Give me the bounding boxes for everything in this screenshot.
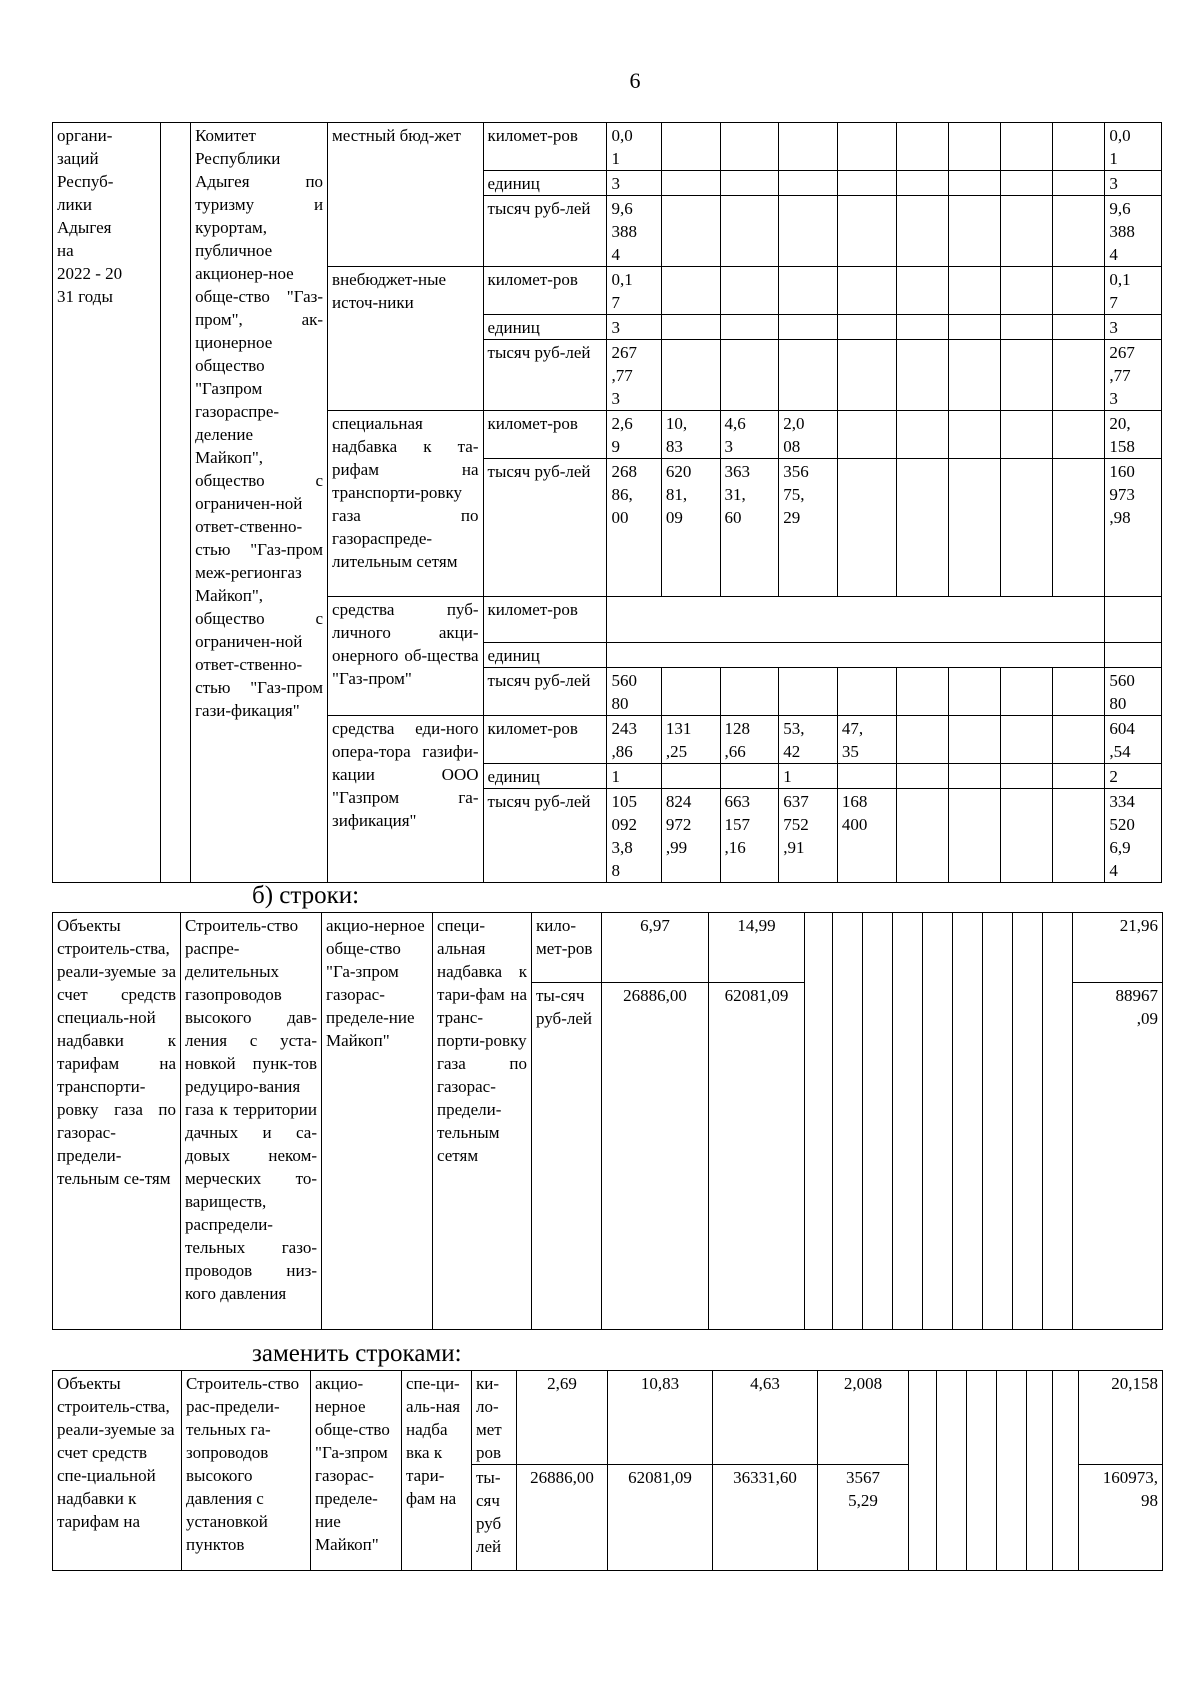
value-cell: 105 092 3,8 8	[607, 789, 661, 883]
value-cell: 0,1 7	[607, 267, 661, 315]
value-cell: 4,6 3	[720, 411, 779, 459]
value-cell: 268 86, 00	[607, 459, 661, 597]
value-cell: 128 ,66	[720, 716, 779, 764]
empty-values-cell	[607, 597, 1105, 643]
total-cell: 21,96	[1073, 913, 1163, 983]
unit-cell: километ-ров	[483, 411, 607, 459]
unit-cell: единиц	[483, 315, 607, 340]
value-cell: 356 75, 29	[779, 459, 838, 597]
value-cell: 168 400	[837, 789, 896, 883]
total-cell: 3	[1105, 171, 1162, 196]
total-cell: 88967 ,09	[1073, 983, 1163, 1330]
object-cell: Объекты строитель-ства, реали-зуемые за счет средств спе-циальной надбавки к тарифам на	[53, 1371, 182, 1571]
unit-cell: тысяч руб-лей	[483, 668, 607, 716]
unit-rub-cell: ты-сяч руб-лей	[532, 983, 602, 1330]
value-cell: 243 ,86	[607, 716, 661, 764]
value-cell: 620 81, 09	[661, 459, 720, 597]
work-description-cell: Строитель-ство распре-делительных газопроводов высокого дав-ления с уста-новкой пунк-тов редуциро-вания газа к территории дачных и са-довых неком-мерческих то-вариществ, распредели-тельных газо-проводов низ-кого давления	[181, 913, 322, 1330]
source-gazprom: средства пуб-личного акци-онерного об-щества "Газ-пром"	[328, 597, 483, 716]
unit-cell: тысяч руб-лей	[483, 340, 607, 411]
empty-values-cell	[607, 643, 1105, 668]
unit-cell: тысяч руб-лей	[483, 459, 607, 597]
value-cell: 3	[607, 171, 661, 196]
value-cell: 6,97	[602, 913, 709, 983]
unit-cell: километ-ров	[483, 267, 607, 315]
total-cell: 3	[1105, 315, 1162, 340]
unit-cell: единиц	[483, 171, 607, 196]
page-number: 6	[629, 68, 641, 93]
value-cell: 26886,00	[517, 1465, 608, 1571]
value-cell: 10,83	[608, 1371, 713, 1465]
value-cell: 560 80	[607, 668, 661, 716]
value-cell: 53, 42	[779, 716, 838, 764]
unit-rub-cell: ты-сяч руб лей	[472, 1465, 517, 1571]
total-cell: 560 80	[1105, 668, 1162, 716]
rows-to-replace-table	[52, 912, 1163, 1330]
total-cell: 604 ,54	[1105, 716, 1162, 764]
value-cell: 47, 35	[837, 716, 896, 764]
value-cell: 2,69	[517, 1371, 608, 1465]
unit-cell: единиц	[483, 764, 607, 789]
source-special-surcharge: специальная надбавка к та-рифам на транспорти-ровку газа по газораспреде-лительным сетям	[328, 411, 483, 597]
value-cell: 131 ,25	[661, 716, 720, 764]
value-cell: 14,99	[709, 913, 805, 983]
total-cell: 9,6 388 4	[1105, 196, 1162, 267]
source-local-budget: местный бюд-жет	[328, 123, 483, 267]
value-cell: 2,0 08	[779, 411, 838, 459]
funding-source-cell: специ-альная надбавка к тари-фам на транс-порти-ровку газа по газорас-предели-тельным сетям	[433, 913, 532, 1330]
unit-cell: километ-ров	[483, 716, 607, 764]
value-cell: 3	[607, 315, 661, 340]
value-cell: 2,008	[818, 1371, 909, 1465]
total-cell: 0,0 1	[1105, 123, 1162, 171]
total-cell: 0,1 7	[1105, 267, 1162, 315]
source-gazification-operator: средства еди-ного опера-тора газифи-кации ООО "Газпром га-зификация"	[328, 716, 483, 883]
total-cell: 334 520 6,9 4	[1105, 789, 1162, 883]
value-cell: 663 157 ,16	[720, 789, 779, 883]
total-cell: 160 973 ,98	[1105, 459, 1162, 597]
unit-cell: километ-ров	[483, 597, 607, 643]
value-cell: 363 31, 60	[720, 459, 779, 597]
total-cell: 20, 158	[1105, 411, 1162, 459]
total-cell: 267 ,77 3	[1105, 340, 1162, 411]
value-cell: 2,6 9	[607, 411, 661, 459]
unit-cell: тысяч руб-лей	[483, 196, 607, 267]
value-cell: 267 ,77 3	[607, 340, 661, 411]
heading-replace: заменить строками:	[252, 1340, 462, 1367]
value-cell: 36331,60	[713, 1465, 818, 1571]
value-cell: 10, 83	[661, 411, 720, 459]
value-cell: 637 752 ,91	[779, 789, 838, 883]
unit-cell: километ-ров	[483, 123, 607, 171]
executor-cell: акцио-нерное обще-ство "Га-зпром газорас-пределе-ние Майкоп"	[311, 1371, 402, 1571]
value-cell: 9,6 388 4	[607, 196, 661, 267]
value-cell: 26886,00	[602, 983, 709, 1330]
value-cell: 1	[779, 764, 838, 789]
program-table-continuation	[52, 122, 1162, 883]
value-cell: 62081,09	[709, 983, 805, 1330]
value-cell: 4,63	[713, 1371, 818, 1465]
value-cell: 824 972 ,99	[661, 789, 720, 883]
replacement-rows-table	[52, 1370, 1163, 1571]
work-description-cell: Строитель-ство рас-предели-тельных га-зопроводов высокого давления с установкой пунктов	[182, 1371, 311, 1571]
value-cell: 0,0 1	[607, 123, 661, 171]
unit-cell: тысяч руб-лей	[483, 789, 607, 883]
total-cell: 160973, 98	[1079, 1465, 1163, 1571]
empty-narrow-cell	[160, 123, 190, 883]
value-cell: 1	[607, 764, 661, 789]
unit-cell: единиц	[483, 643, 607, 668]
program-name-cell: органи- заций Респуб- лики Адыгея на 2022 - 20 31 годы	[53, 123, 161, 883]
value-cell: 3567 5,29	[818, 1465, 909, 1571]
unit-km-cell: кило-мет-ров	[532, 913, 602, 983]
total-cell: 2	[1105, 764, 1162, 789]
unit-km-cell: ки-ло-мет ров	[472, 1371, 517, 1465]
object-cell: Объекты строитель-ства, реали-зуемые за счет средств специаль-ной надбавки к тарифам на транспорти-ровку газа по газорас-предели-тельным се-тям	[53, 913, 181, 1330]
total-cell: 20,158	[1079, 1371, 1163, 1465]
executor-cell: акцио-нерное обще-ство "Га-зпром газорас-пределе-ние Майкоп"	[322, 913, 433, 1330]
heading-b: б) строки:	[252, 882, 360, 909]
source-extrabudget: внебюджет-ные источ-ники	[328, 267, 483, 411]
funding-source-cell: спе-ци-аль-ная надба вка к тари-фам на	[402, 1371, 472, 1571]
value-cell: 62081,09	[608, 1465, 713, 1571]
executors-cell: Комитет Республики Адыгея по туризму и курортам, публичное акционер-ное обще-ство "Газ-пром", ак-ционерное общество "Газпром газораспре-деление Майкоп", общество с ограничен-ной ответ-ственно-стью "Газ-пром меж-регионгаз Майкоп", общество с ограничен-ной ответ-ственно-стью "Газ-пром гази-фикация"	[191, 123, 328, 883]
